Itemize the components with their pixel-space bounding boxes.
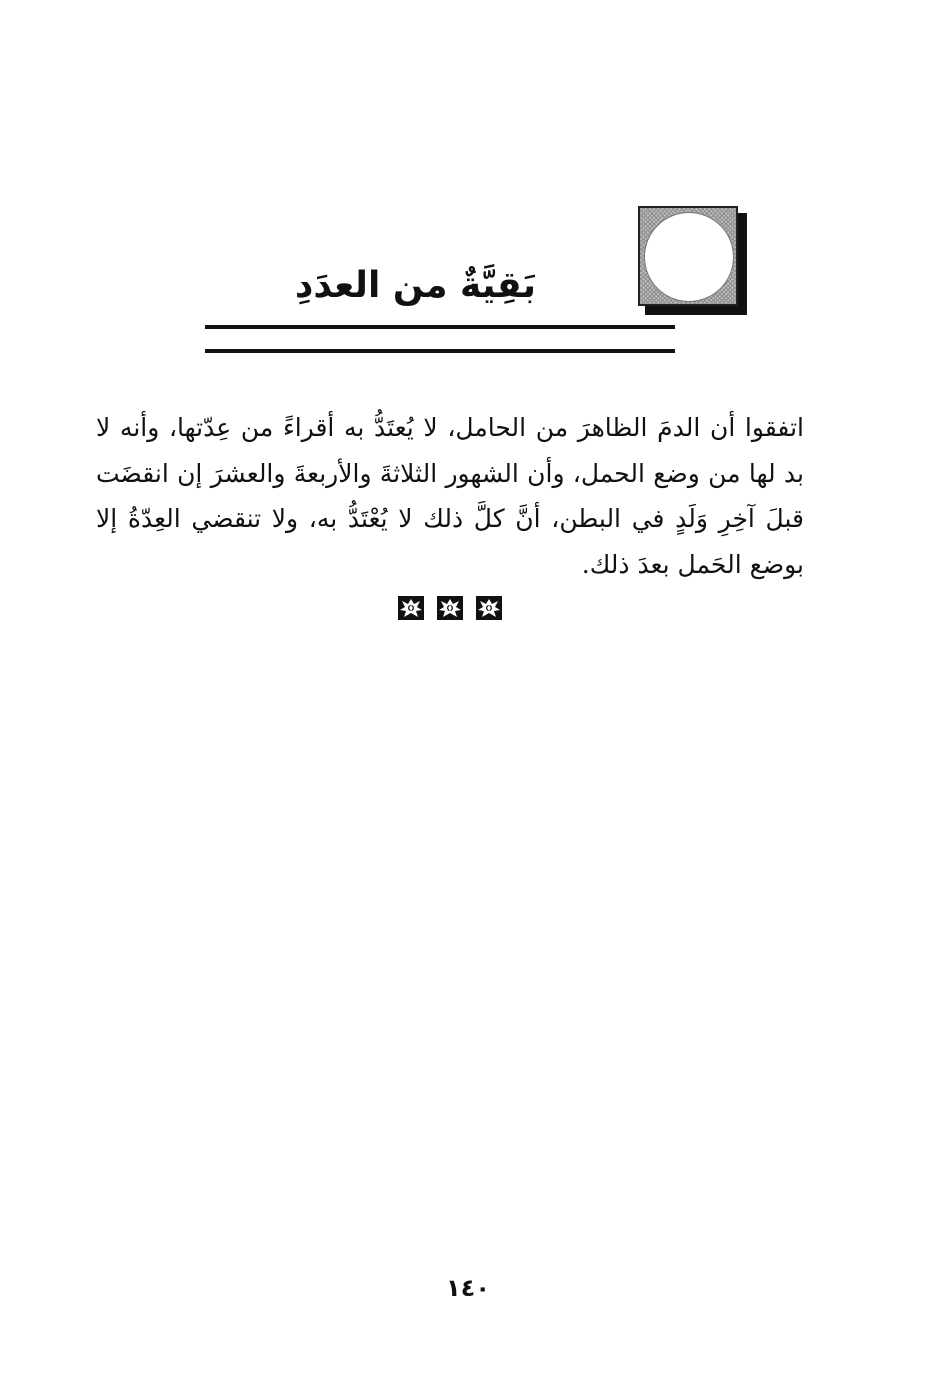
page-number: ١٤٠: [446, 1274, 490, 1302]
emblem-circle: [644, 212, 734, 302]
title-rule-top: [205, 325, 675, 329]
chapter-title: بَقِيَّةٌ من العدَدِ: [294, 265, 536, 306]
chapter-emblem-icon: [638, 206, 738, 306]
floral-ornament-icon: [476, 596, 502, 620]
floral-ornament-icon: [437, 596, 463, 620]
section-divider-ornaments: [398, 596, 502, 620]
body-paragraph: اتفقوا أن الدمَ الظاهرَ من الحامل، لا يُعتَدُّ به أقراءً من عِدّتها، وأنه لا بد لها من وضع الحمل، وأن الشهور الثلاثةَ والأربعةَ والعشرَ إن انقضَت قبلَ آخِرِ وَلَدٍ في البطن، أنَّ كلَّ ذلك لا يُعْتَدُّ به، ولا تنقضي العِدّةُ إلا بوضع الحَمل بعدَ ذلك.: [96, 413, 804, 579]
title-rule-bottom: [205, 349, 675, 353]
floral-ornament-icon: [398, 596, 424, 620]
